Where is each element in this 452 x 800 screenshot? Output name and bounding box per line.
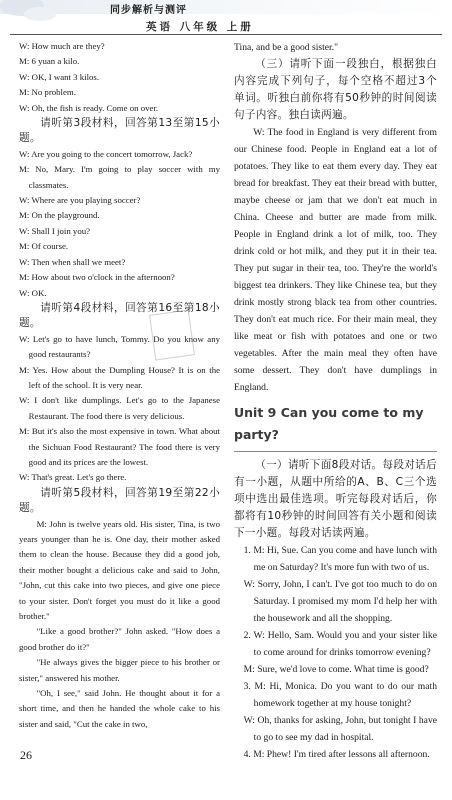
paragraph: 4. M: Phew! I'm tired after lessons all afternoon.: [243, 749, 430, 760]
paragraph: M: Sure, we'd love to come. What time is good?: [243, 664, 429, 675]
paragraph: 1. M: Hi, Sue. Can you come and have lunch with me on Saturday? It's more fun with two of us.: [243, 545, 437, 573]
paragraph: 3. M: Hi, Monica. Do you want to do our math homework together at my house tonight?: [243, 681, 437, 709]
paragraph: W: Let's go to have lunch, Tommy. Do you know any good restaurants?: [19, 333, 220, 360]
paragraph: M: Of course.: [19, 241, 69, 252]
paragraph: 2. W: Hello, Sam. Would you and your sister like to come around for drinks tomorrow evening?: [243, 630, 437, 658]
paragraph: Tina, and be a good sister.": [234, 42, 339, 53]
left-column: [19, 39, 220, 732]
right-column-bottom: [234, 457, 437, 763]
paragraph: M: John is twelve years old. His sister, Tina, is two years younger than he is. One day, their mother asked them to clean the house. Because they did a good job, their mother bought a delicious cake and said to John, "John, cut this cake into two pieces, and give one piece to your sister. Don't forget you must do it like a good brother.": [19, 518, 220, 622]
paragraph: "Oh, I see," said John. He thought about it for a short time, and then he handed the whole cake to his sister and said, "Cut the cake in two,: [19, 688, 220, 729]
page-number: 26: [20, 748, 32, 762]
right-column: [234, 39, 437, 763]
paragraph: "Like a good brother?" John asked. "How does a good brother do it?": [19, 626, 220, 652]
paragraph: W: Then when shall we meet?: [19, 256, 126, 267]
header-decoration-icon: [0, 0, 110, 36]
paragraph: 请听第4段材料，回答第16至第18小题。: [19, 301, 220, 330]
paragraph: M: No, Mary. I'm going to play soccer with my classmates.: [19, 164, 220, 190]
paragraph: （三）请听下面一段独白，根据独白内容完成下列句子，每个空格不超过3个单词。听独白前你将有50秒钟的时间阅读句子内容。独白读两遍。: [234, 58, 437, 121]
right-column-top: [234, 39, 437, 396]
paragraph: W: Where are you playing soccer?: [19, 195, 141, 206]
paragraph: W: Oh, thanks for asking, John, but tonight I have to go to see my dad in hospital.: [243, 715, 437, 743]
page-header: [0, 0, 452, 36]
unit-title-rule: [234, 451, 437, 452]
paragraph: W: OK, I want 3 kilos.: [19, 71, 100, 82]
paragraph: W: I don't like dumplings. Let's go to the Japanese Restaurant. The food there is very delicious.: [19, 395, 220, 421]
unit-title: Unit 9 Can you come to my party?: [234, 405, 424, 442]
paragraph: （一）请听下面8段对话。每段对话后有一小题，从题中所给的A、B、C三个选项中选出最佳选项。听完每段对话后，你都将有10秒钟的时间回答有关小题和阅读下一小题。每段对话读两遍。: [234, 459, 437, 539]
paragraph: W: Oh, the fish is ready. Come on over.: [19, 102, 159, 113]
paragraph: 请听第5段材料，回答第19至第22小题。: [19, 486, 220, 515]
paragraph: W: How much are they?: [19, 41, 105, 51]
header-rule: [10, 34, 442, 35]
paragraph: W: OK.: [19, 287, 47, 298]
header-subtitle: 英语 八年级 上册: [146, 21, 254, 33]
paragraph: M: Yes. How about the Dumpling House? It is on the left of the school. It is very near.: [19, 364, 220, 390]
paragraph: M: But it's also the most expensive in town. What about the Sichuan Food Restaurant? The food there is very good and its prices are the lowest.: [19, 426, 220, 467]
paragraph: W: That's great. Let's go there.: [19, 472, 127, 483]
header-title: 同步解析与测评: [110, 5, 187, 16]
watermark-stamp-icon: [149, 309, 195, 360]
paragraph: W: Are you going to the concert tomorrow, Jack?: [19, 148, 193, 159]
paragraph: M: On the playground.: [19, 210, 100, 221]
paragraph: "He always gives the bigger piece to his brother or sister," answered his mother.: [19, 657, 220, 683]
paragraph: W: Shall I join you?: [19, 225, 91, 236]
paragraph: M: 6 yuan a kilo.: [19, 56, 80, 67]
paragraph: M: No problem.: [19, 87, 76, 98]
paragraph: M: How about two o'clock in the afternoon?: [19, 272, 175, 283]
paragraph: W: Sorry, John, I can't. I've got too much to do on Saturday. I promised my mom I'd help her with the housework and all the shopping.: [243, 579, 437, 624]
paragraph: W: The food in England is very different from our Chinese food. People in England eat a lot of potatoes. They like to eat them every day. They eat bread for breakfast. They eat their bread with butter, maybe cheese or jam that we don't eat much in China. Cheese and butter are made from milk. People in England drink a lot of milk, too. They drink cold or hot milk, and they put it in their tea. They put sugar in their tea, too. They're the world's biggest tea drinkers. They like Chinese tea, but they drink mostly strong black tea from other countries. They don't eat much rice. For their main meal, they like meat or fish with potatoes and one or two vegetables. After the main meal they often have some dessert. They don't have dumplings in England.: [234, 127, 437, 393]
paragraph: 请听第3段材料，回答第13至第15小题。: [19, 117, 220, 145]
